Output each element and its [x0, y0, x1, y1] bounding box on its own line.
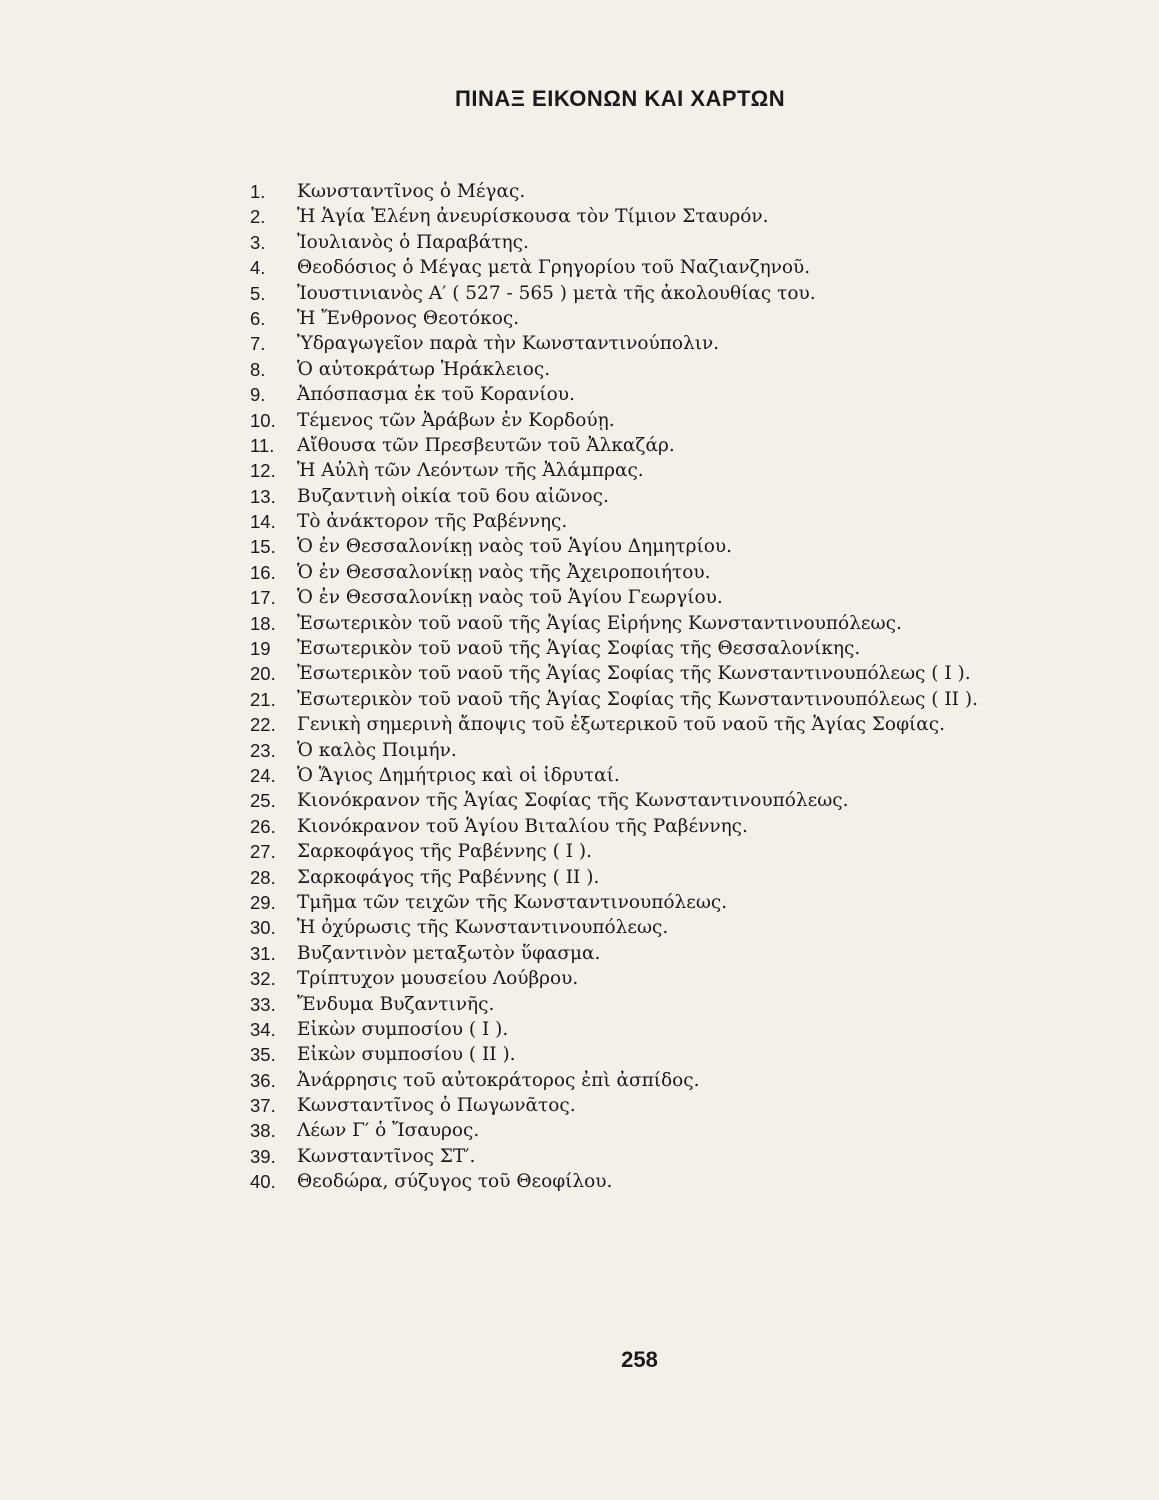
list-item — [250, 865, 978, 890]
list-item — [250, 966, 978, 991]
item-caption: Ἐσωτερικὸν τοῦ ναοῦ τῆς Ἁγίας Σοφίας τῆς Κωνσταντινουπόλεως ( Ι ). — [297, 663, 971, 685]
item-number: 14. — [250, 511, 276, 533]
list-item — [250, 763, 978, 788]
list-item — [250, 484, 978, 509]
item-caption: Κιονόκρανον τῆς Ἁγίας Σοφίας τῆς Κωνσταντινουπόλεως. — [297, 790, 849, 812]
list-item — [250, 306, 978, 331]
list-item — [250, 560, 978, 585]
item-number: 39. — [250, 1145, 276, 1167]
item-caption: Αἴθουσα τῶν Πρεσβευτῶν τοῦ Ἀλκαζάρ. — [297, 434, 675, 456]
list-item — [250, 255, 978, 280]
item-number: 4. — [250, 257, 266, 279]
item-number: 22. — [250, 714, 276, 736]
list-item — [250, 636, 978, 661]
item-number: 37. — [250, 1095, 276, 1117]
item-caption: Ἐσωτερικὸν τοῦ ναοῦ τῆς Ἁγίας Εἰρήνης Κωνσταντινουπόλεως. — [297, 612, 902, 634]
item-number: 6. — [250, 307, 266, 329]
item-number: 23. — [250, 739, 276, 761]
item-caption: Τμῆμα τῶν τειχῶν τῆς Κωνσταντινουπόλεως. — [297, 891, 728, 913]
item-caption: Ὁ Ἅγιος Δημήτριος καὶ οἱ ἱδρυταί. — [297, 764, 620, 786]
item-caption: Ἡ Αὐλὴ τῶν Λεόντων τῆς Ἀλάμπρας. — [297, 460, 644, 482]
item-caption: Τρίπτυχον μουσείου Λούβρου. — [297, 968, 579, 990]
item-number: 12. — [250, 460, 276, 482]
item-number: 26. — [250, 815, 276, 837]
list-item — [250, 1118, 978, 1143]
item-caption: Σαρκοφάγος τῆς Ραβέννης ( Ι ). — [297, 841, 593, 863]
list-item — [250, 712, 978, 737]
item-caption: Βυζαντινὸν μεταξωτὸν ὕφασμα. — [297, 942, 601, 964]
item-caption: Τέμενος τῶν Ἀράβων ἐν Κορδούῃ. — [297, 409, 615, 431]
item-caption: Ὁ καλὸς Ποιμήν. — [297, 739, 457, 761]
list-item — [250, 661, 978, 686]
item-caption: Ὑδραγωγεῖον παρὰ τὴν Κωνσταντινούπολιν. — [297, 333, 720, 355]
item-number: 5. — [250, 282, 266, 304]
item-number: 25. — [250, 790, 276, 812]
list-item — [250, 408, 978, 433]
item-caption: Κωνσταντῖνος ὁ Μέγας. — [297, 181, 526, 202]
list-item — [250, 509, 978, 534]
item-number: 38. — [250, 1120, 276, 1142]
item-caption: Θεοδόσιος ὁ Μέγας μετὰ Γρηγορίου τοῦ Ναζιανζηνοῦ. — [297, 257, 811, 279]
item-caption: Ἀπόσπασμα ἐκ τοῦ Κορανίου. — [297, 384, 575, 406]
item-number: 3. — [250, 231, 266, 253]
list-item — [250, 992, 978, 1017]
item-number: 28. — [250, 866, 276, 888]
item-number: 13. — [250, 485, 276, 507]
item-caption: Κιονόκρανον τοῦ Ἁγίου Βιταλίου τῆς Ραβέννης. — [297, 815, 748, 837]
item-caption: Ἰουστινιανὸς Α′ ( 527 - 565 ) μετὰ τῆς ἀκολουθίας του. — [297, 282, 816, 304]
item-number: 2. — [250, 206, 266, 228]
list-item — [250, 814, 978, 839]
list-item — [250, 839, 978, 864]
list-item — [250, 179, 978, 204]
list-item — [250, 941, 978, 966]
list-item — [250, 1068, 978, 1093]
list-item — [250, 915, 978, 940]
item-caption: Τὸ ἀνάκτορον τῆς Ραβέννης. — [297, 511, 568, 533]
item-number: 7. — [250, 333, 266, 355]
item-caption: Εἰκὼν συμποσίου ( Ι ). — [297, 1018, 509, 1040]
item-number: 11. — [250, 434, 275, 456]
item-caption: Λέων Γ′ ὁ Ἴσαυρος. — [297, 1120, 480, 1142]
item-caption: Θεοδώρα, σύζυγος τοῦ Θεοφίλου. — [297, 1171, 613, 1193]
list-item — [250, 357, 978, 382]
list-item — [250, 433, 978, 458]
item-number: 18. — [250, 612, 276, 634]
item-number: 32. — [250, 968, 276, 990]
list-item — [250, 1042, 978, 1067]
item-caption: Ἰουλιανὸς ὁ Παραβάτης. — [297, 231, 529, 253]
list-item — [250, 1144, 978, 1169]
page-number: 258 — [621, 1347, 658, 1372]
list-item — [250, 458, 978, 483]
item-caption: Ἐσωτερικὸν τοῦ ναοῦ τῆς Ἁγίας Σοφίας τῆς Θεσσαλονίκης. — [297, 638, 861, 660]
list-item — [250, 534, 978, 559]
item-caption: Ἡ Ἁγία Ἑλένη ἀνευρίσκουσα τὸν Τίμιον Σταυρόν. — [297, 206, 769, 228]
item-caption: Ἐσωτερικὸν τοῦ ναοῦ τῆς Ἁγίας Σοφίας τῆς Κωνσταντινουπόλεως ( ΙΙ ). — [297, 688, 978, 710]
item-number: 30. — [250, 917, 276, 939]
list-item — [250, 1169, 978, 1194]
item-number: 36. — [250, 1069, 276, 1091]
list-item — [250, 687, 978, 712]
item-caption: Κωνσταντῖνος ὁ Πωγωνᾶτος. — [297, 1095, 576, 1117]
item-caption: Κωνσταντῖνος ΣΤ′. — [297, 1145, 476, 1167]
list-item — [250, 331, 978, 356]
item-number: 9. — [250, 384, 266, 406]
list-item — [250, 1017, 978, 1042]
list-item — [250, 788, 978, 813]
item-caption: Ὁ ἐν Θεσσαλονίκῃ ναὸς τοῦ Ἁγίου Δημητρίου. — [297, 536, 732, 558]
item-number: 1. — [250, 181, 266, 202]
item-number: 40. — [250, 1171, 276, 1193]
item-number: 15. — [250, 536, 276, 558]
item-caption: Ἡ ὀχύρωσις τῆς Κωνσταντινουπόλεως. — [297, 917, 669, 939]
list-item — [250, 204, 978, 229]
list-item — [250, 611, 978, 636]
item-number: 16. — [250, 561, 276, 583]
list-item — [250, 230, 978, 255]
item-caption: Ὁ αὐτοκράτωρ Ἡράκλειος. — [297, 358, 551, 380]
item-number: 21. — [250, 688, 276, 710]
item-caption: Εἰκὼν συμποσίου ( ΙΙ ). — [297, 1044, 516, 1066]
page-title: ΠΙΝΑΞ ΕΙΚΟΝΩΝ ΚΑΙ ΧΑΡΤΩΝ — [455, 86, 786, 111]
item-number: 29. — [250, 891, 276, 913]
item-number: 27. — [250, 841, 276, 863]
item-number: 24. — [250, 764, 276, 786]
item-number: 10. — [250, 409, 276, 431]
list-item — [250, 281, 978, 306]
item-caption: Ἔνδυμα Βυζαντινῆς. — [297, 993, 495, 1015]
item-caption: Βυζαντινὴ οἰκία τοῦ 6ου αἰῶνος. — [297, 485, 609, 507]
item-number: 19 — [250, 638, 271, 660]
list-item — [250, 1093, 978, 1118]
item-number: 17. — [250, 587, 276, 609]
illustrations-list — [250, 179, 978, 1195]
item-caption: Ἡ Ἔνθρονος Θεοτόκος. — [297, 307, 520, 329]
item-caption: Ὁ ἐν Θεσσαλονίκῃ ναὸς τοῦ Ἁγίου Γεωργίου. — [297, 587, 723, 609]
item-number: 8. — [250, 358, 266, 380]
item-number: 31. — [250, 942, 276, 964]
item-number: 20. — [250, 663, 276, 685]
item-number: 33. — [250, 993, 276, 1015]
item-caption: Ἀνάρρησις τοῦ αὐτοκράτορος ἐπὶ ἀσπίδος. — [297, 1069, 700, 1091]
list-item — [250, 890, 978, 915]
list-item — [250, 382, 978, 407]
item-number: 35. — [250, 1044, 276, 1066]
item-caption: Ὁ ἐν Θεσσαλονίκῃ ναὸς τῆς Ἀχειροποιήτου. — [297, 561, 711, 583]
list-item — [250, 585, 978, 610]
item-caption: Σαρκοφάγος τῆς Ραβέννης ( ΙΙ ). — [297, 866, 600, 888]
item-caption: Γενικὴ σημερινὴ ἄποψις τοῦ ἐξωτερικοῦ τοῦ ναοῦ τῆς Ἁγίας Σοφίας. — [297, 714, 946, 736]
list-item — [250, 738, 978, 763]
item-number: 34. — [250, 1018, 276, 1040]
